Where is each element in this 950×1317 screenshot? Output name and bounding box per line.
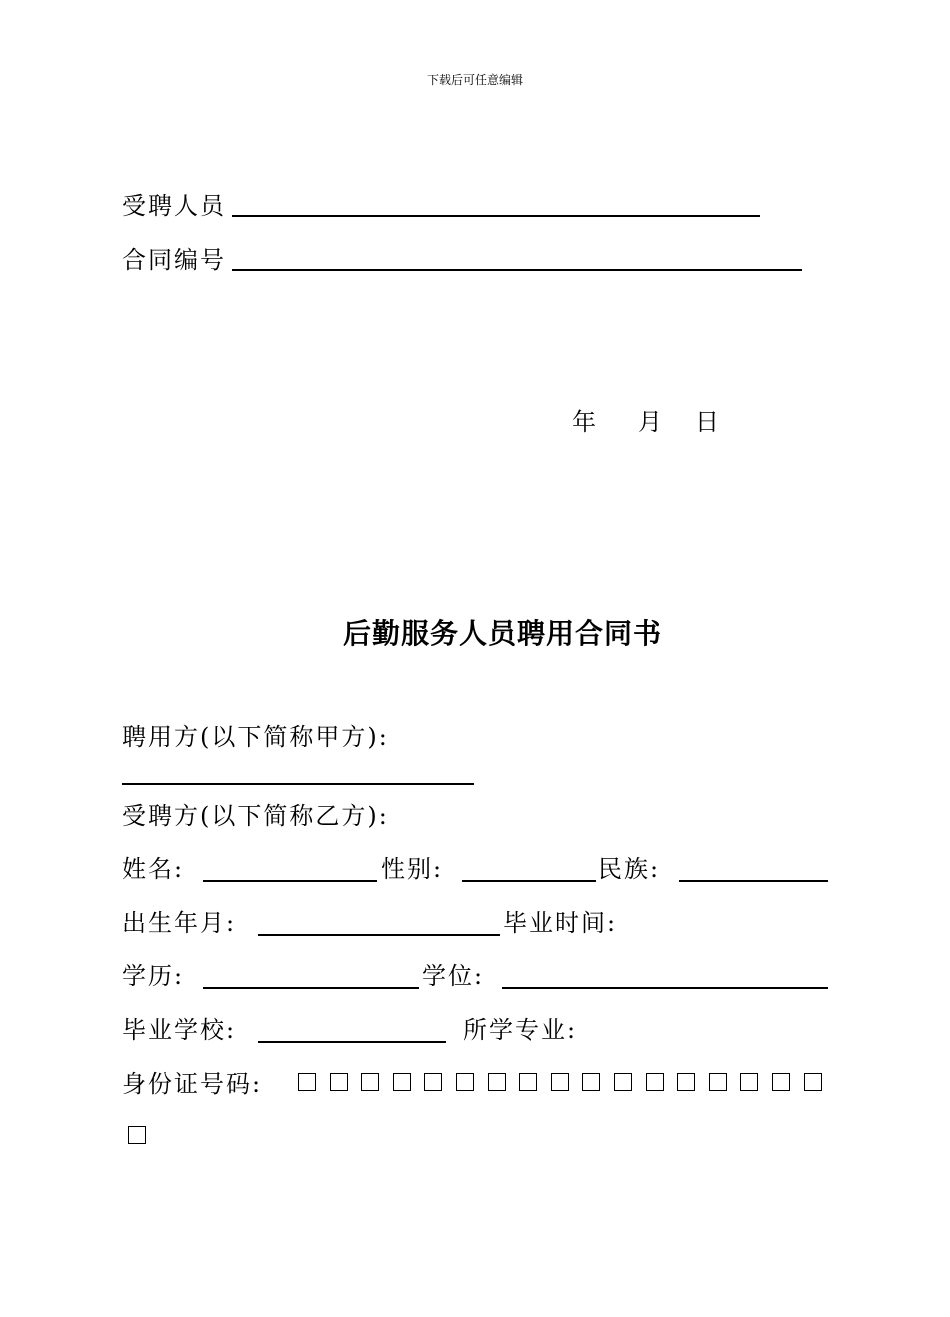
name-field[interactable] (203, 880, 377, 882)
contract-no-label: 合同编号 (122, 246, 226, 274)
id-digit-box[interactable] (456, 1073, 474, 1091)
id-digit-box[interactable] (298, 1073, 316, 1091)
date-year-label: 年 (572, 408, 596, 436)
id-digit-box[interactable] (128, 1126, 146, 1144)
id-digit-box[interactable] (677, 1073, 695, 1091)
school-label: 毕业学校: (122, 1016, 237, 1044)
contract-no-field[interactable] (232, 269, 802, 271)
birth-label: 出生年月: (122, 909, 237, 937)
gender-field[interactable] (462, 880, 596, 882)
grad-time-label: 毕业时间: (503, 909, 618, 937)
id-digit-box[interactable] (488, 1073, 506, 1091)
gender-label: 性别: (381, 855, 444, 883)
school-field[interactable] (258, 1041, 446, 1043)
party-b-label: 受聘方(以下简称乙方): (122, 802, 389, 830)
id-digit-box[interactable] (519, 1073, 537, 1091)
birth-field[interactable] (258, 934, 500, 936)
id-digit-box[interactable] (551, 1073, 569, 1091)
id-digit-box[interactable] (393, 1073, 411, 1091)
major-label: 所学专业: (463, 1016, 578, 1044)
education-field[interactable] (203, 987, 419, 989)
degree-label: 学位: (422, 962, 485, 990)
document-title: 后勤服务人员聘用合同书 (342, 617, 662, 650)
id-digit-box[interactable] (709, 1073, 727, 1091)
id-digit-box[interactable] (614, 1073, 632, 1091)
id-digit-box[interactable] (740, 1073, 758, 1091)
id-digit-box[interactable] (330, 1073, 348, 1091)
id-digit-box[interactable] (646, 1073, 664, 1091)
id-digit-box[interactable] (772, 1073, 790, 1091)
date-day-label: 日 (695, 408, 719, 436)
page-header-note: 下载后可任意编辑 (426, 73, 523, 87)
id-digit-box[interactable] (424, 1073, 442, 1091)
ethnicity-label: 民族: (598, 855, 661, 883)
name-label: 姓名: (122, 855, 185, 883)
education-label: 学历: (122, 962, 185, 990)
id-digit-box[interactable] (582, 1073, 600, 1091)
employee-label: 受聘人员 (122, 192, 226, 220)
date-month-label: 月 (638, 408, 662, 436)
id-digit-box[interactable] (361, 1073, 379, 1091)
party-a-label: 聘用方(以下简称甲方): (122, 723, 389, 751)
ethnicity-field[interactable] (679, 880, 828, 882)
party-a-field[interactable] (122, 783, 474, 785)
id-digit-box[interactable] (804, 1073, 822, 1091)
employee-field[interactable] (232, 215, 760, 217)
id-number-label: 身份证号码: (122, 1070, 263, 1098)
degree-field[interactable] (502, 987, 828, 989)
